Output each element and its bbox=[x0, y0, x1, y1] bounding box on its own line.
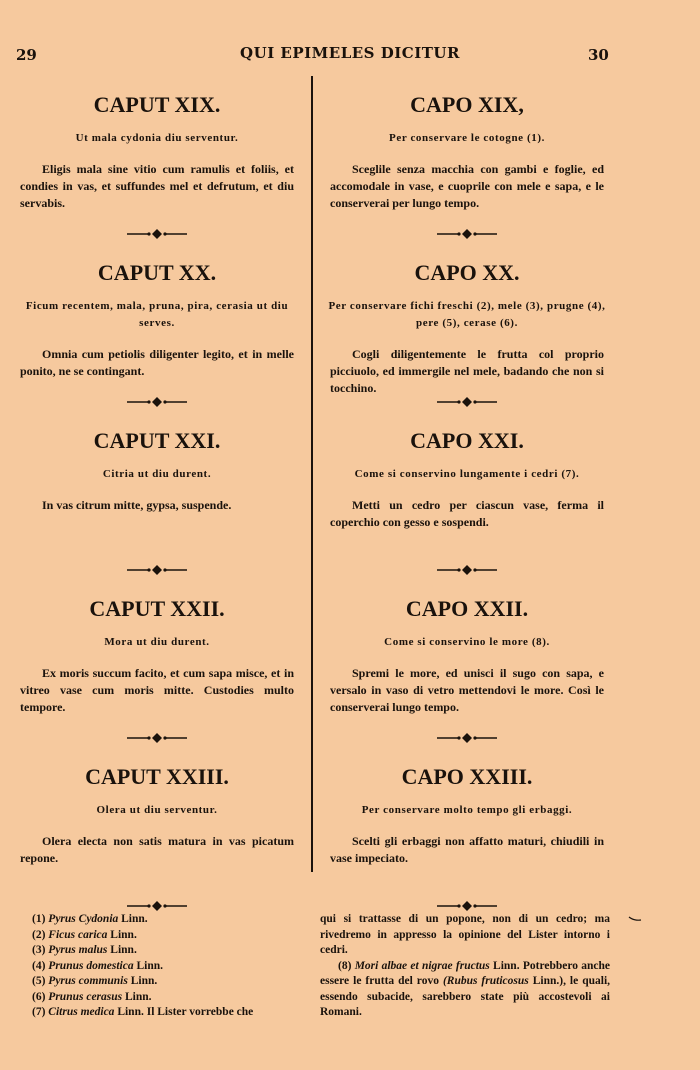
ornament-divider bbox=[12, 396, 302, 412]
footnote-8 bbox=[320, 959, 610, 1021]
footnote-author: Linn. bbox=[110, 944, 137, 956]
footnote bbox=[32, 974, 302, 990]
footnote-author: Linn. Il Lister vorrebbe che bbox=[117, 1006, 254, 1018]
ornament-icon bbox=[435, 732, 499, 744]
chapter-rubric: Per conservare molto tempo gli erbaggi. bbox=[361, 804, 573, 816]
chapter-heading: CAPUT XX. bbox=[97, 260, 217, 285]
footnote-species: Pyrus communis bbox=[48, 975, 128, 987]
footnote bbox=[32, 928, 302, 944]
footnote bbox=[32, 990, 302, 1006]
chapter-rubric: Mora ut diu durent. bbox=[104, 636, 210, 648]
footnote bbox=[32, 1005, 302, 1021]
footnotes-right bbox=[320, 912, 610, 1021]
chapter-body: In vas citrum mitte, gypsa, suspende. bbox=[42, 498, 232, 512]
chapter-section bbox=[12, 764, 302, 928]
page-number-right: 30 bbox=[588, 46, 609, 64]
chapter-heading: CAPO XX. bbox=[414, 260, 520, 285]
footnote-species: Prunus cerasus bbox=[48, 990, 123, 1003]
chapter-heading: CAPO XXI. bbox=[410, 428, 524, 453]
chapter-rubric: Citria ut diu durent. bbox=[102, 468, 212, 480]
chapter-body: Cogli diligentemente le frutta col proprio picciuolo, ed immergile nel mele, badando che non si tocchino. bbox=[330, 347, 604, 395]
footnote-number: (5) bbox=[32, 975, 46, 987]
chapter-body: Sceglile senza macchia con gambi e foglie, ed accomodale in vase, e cuoprile con mele e sapa, e le conserverai per lungo tempo. bbox=[330, 162, 604, 210]
footnote-text: Linn. Potrebbero anche essere le frutta del rovo bbox=[320, 959, 610, 987]
footnote-species: Mori albae et nigrae fructus bbox=[354, 959, 490, 972]
chapter-body: Eligis mala sine vitio cum ramulis et foliis, et condies in vas, et suffundes mel et defrutum, et diu servabis. bbox=[20, 162, 294, 210]
ornament-icon bbox=[125, 228, 189, 240]
chapter-rubric: Ut mala cydonia diu serventur. bbox=[75, 132, 239, 144]
footnote-7-continuation: qui si trattasse di un popone, non di un cedro; ma rivedremo in appresso la opinione del Lister intorno i cedri. bbox=[320, 913, 610, 956]
footnote-number: (2) bbox=[32, 928, 46, 941]
footnote-number: (3) bbox=[32, 944, 46, 956]
chapter-body: Scelti gli erbaggi non affatto maturi, chiudili in vase impeciato. bbox=[330, 834, 604, 865]
margin-mark-icon bbox=[628, 916, 642, 922]
chapter-rubric: Come si conservino lungamente i cedri (7). bbox=[354, 468, 580, 480]
ornament-divider bbox=[322, 732, 612, 748]
ornament-icon bbox=[125, 732, 189, 744]
ornament-divider bbox=[322, 396, 612, 412]
italian-column bbox=[322, 88, 612, 928]
chapter-rubric: Per conservare le cotogne (1). bbox=[389, 132, 545, 144]
footnote-species: Pyrus Cydonia bbox=[48, 913, 119, 925]
footnote-number: (1) bbox=[32, 913, 46, 925]
chapter-rubric: Olera ut diu serventur. bbox=[96, 804, 218, 816]
ornament-icon bbox=[125, 900, 189, 912]
ornament-divider bbox=[322, 228, 612, 244]
chapter-heading: CAPO XXIII. bbox=[401, 764, 533, 789]
page-number-left: 29 bbox=[16, 46, 37, 64]
footnote-author: Linn. bbox=[121, 913, 148, 925]
column-divider bbox=[311, 76, 313, 872]
chapter-section bbox=[322, 428, 612, 592]
footnote-number: (8) bbox=[338, 959, 352, 972]
footnote-number: (4) bbox=[32, 959, 46, 972]
footnote bbox=[32, 912, 302, 928]
ornament-icon bbox=[435, 564, 499, 576]
chapter-section bbox=[322, 260, 612, 424]
chapter-body: Spremi le more, ed unisci il sugo con sapa, e versalo in vaso di vetro mettendovi le more. Così le conserverai lungo tempo. bbox=[330, 666, 604, 714]
footnote-species: Ficus carica bbox=[48, 928, 108, 941]
footnote-author: Linn. bbox=[130, 975, 158, 987]
footnote bbox=[32, 959, 302, 975]
chapter-heading: CAPUT XXI. bbox=[93, 428, 221, 453]
footnote bbox=[32, 943, 302, 959]
footnote-species: (Rubus fruticosus bbox=[442, 975, 529, 987]
chapter-section bbox=[322, 764, 612, 928]
footnote-author: Linn. bbox=[110, 928, 137, 941]
chapter-heading: CAPUT XXII. bbox=[89, 596, 225, 621]
latin-column bbox=[12, 88, 302, 928]
ornament-divider bbox=[12, 732, 302, 748]
chapter-section bbox=[12, 428, 302, 592]
ornament-icon bbox=[125, 396, 189, 408]
footnote-species: Prunus domestica bbox=[48, 959, 134, 972]
ornament-divider bbox=[12, 564, 302, 580]
footnote-author: Linn. bbox=[136, 959, 164, 972]
ornament-icon bbox=[125, 564, 189, 576]
chapter-body: Omnia cum petiolis diligenter legito, et in melle ponito, ne se contingant. bbox=[20, 347, 294, 378]
chapter-heading: CAPO XXII. bbox=[405, 596, 529, 621]
footnote-number: (7) bbox=[32, 1006, 46, 1018]
chapter-section bbox=[322, 596, 612, 760]
chapter-heading: CAPUT XIX. bbox=[93, 92, 221, 117]
running-title: QUI EPIMELES DICITUR bbox=[240, 44, 460, 62]
ornament-divider bbox=[322, 564, 612, 580]
chapter-body: Olera electa non satis matura in vas picatum repone. bbox=[20, 834, 294, 865]
chapter-body: Ex moris succum facito, et cum sapa misce, et in vitreo vase cum moris mitte. Custodies multo tempore. bbox=[20, 666, 294, 714]
chapter-rubric: Ficum recentem, mala, pruna, pira, cerasia ut diu serves. bbox=[25, 300, 289, 329]
chapter-heading: CAPO XIX, bbox=[410, 92, 524, 117]
ornament-icon bbox=[435, 396, 499, 408]
ornament-divider bbox=[12, 228, 302, 244]
chapter-section bbox=[12, 92, 302, 256]
ornament-icon bbox=[435, 900, 499, 912]
footnote-species: Pyrus malus bbox=[48, 944, 108, 956]
footnotes-left bbox=[32, 912, 302, 1021]
chapter-rubric: Come si conservino le more (8). bbox=[384, 636, 550, 648]
chapter-section bbox=[12, 260, 302, 424]
footnote-text: Linn.), le quali, essendo subacide, sarebbero state più accostevoli ai Romani. bbox=[320, 975, 611, 1018]
chapter-heading: CAPUT XXIII. bbox=[85, 764, 229, 789]
chapter-rubric: Per conservare fichi freschi (2), mele (3), prugne (4), pere (5), cerase (6). bbox=[328, 300, 606, 329]
ornament-icon bbox=[435, 228, 499, 240]
chapter-body: Metti un cedro per ciascun vase, ferma il coperchio con gesso e sospendi. bbox=[330, 498, 604, 529]
chapter-section bbox=[12, 596, 302, 760]
chapter-section bbox=[322, 92, 612, 256]
footnote-author: Linn. bbox=[125, 990, 152, 1003]
footnote-number: (6) bbox=[32, 990, 46, 1003]
footnote-species: Citrus medica bbox=[48, 1006, 115, 1018]
